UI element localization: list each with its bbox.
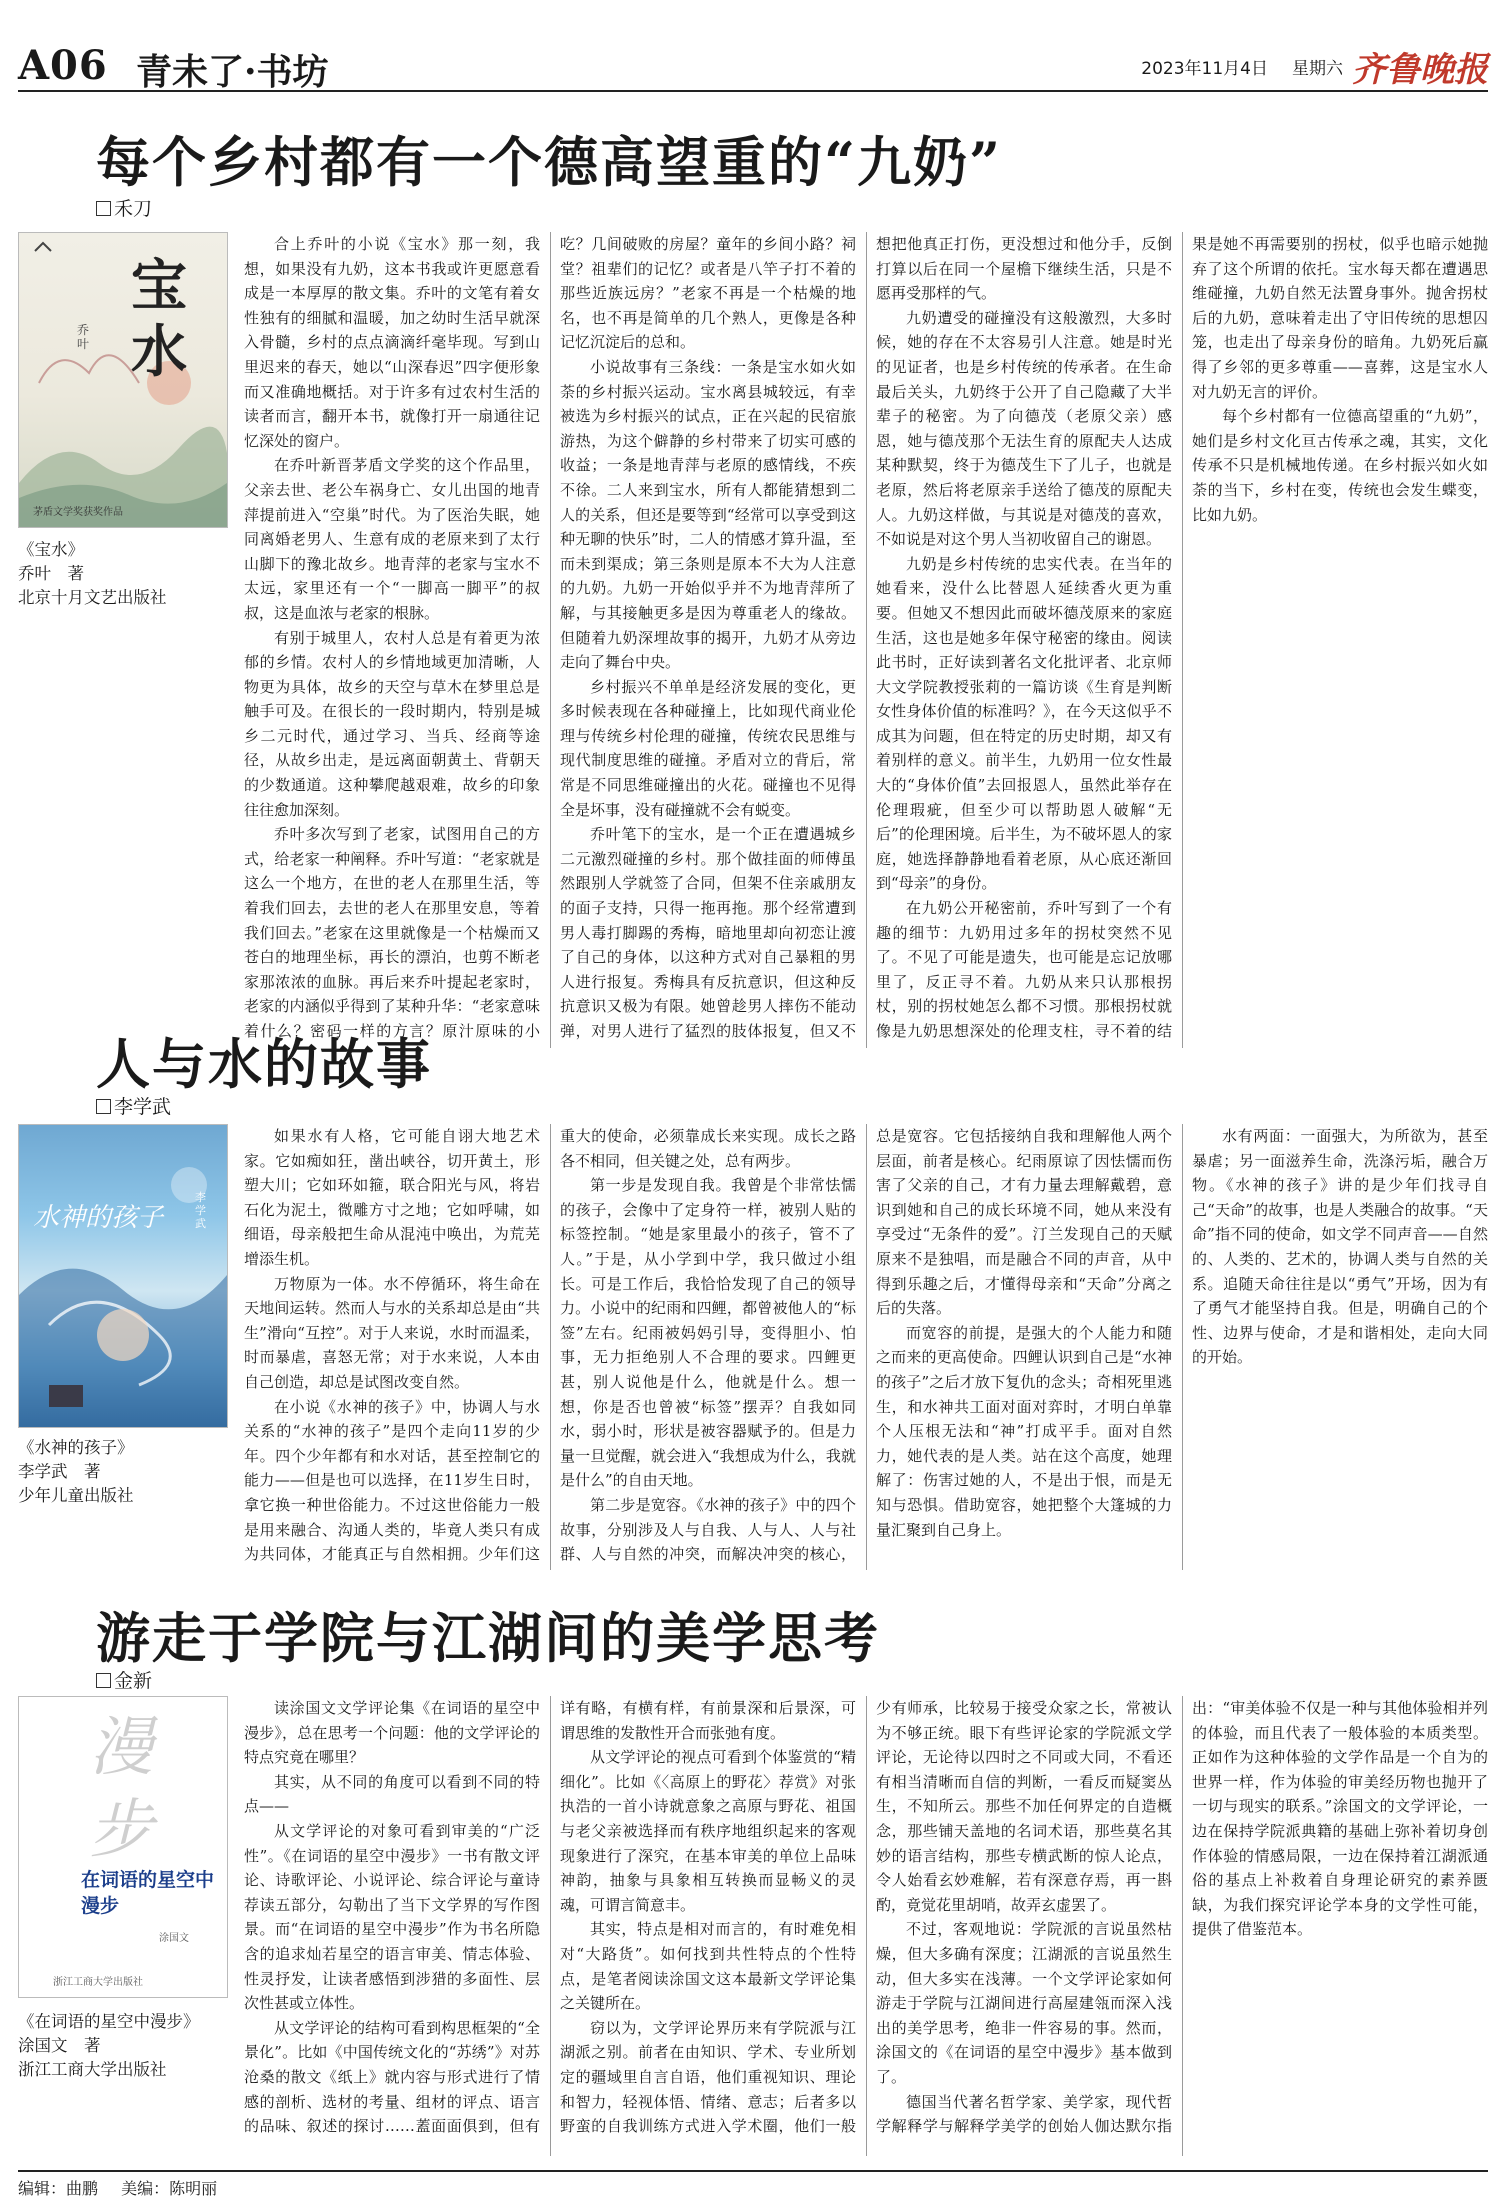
cover-author: 李学武 (195, 1191, 206, 1230)
article-title: 每个乡村都有一个德高望重的“九奶” (96, 130, 1003, 194)
paragraph: 小说故事有三条线：一条是宝水如火如荼的乡村振兴运动。宝水离县城较远，有幸被选为乡村振兴的试点，正在兴起的民宿旅游热，为这个僻静的乡村带来了切实可感的收益；一条是地青萍与老原的感情线，不疾不徐。二人来到宝水，所有人都能猜想到二人的关系，但还是要等到“经常可以享受到这种无聊的快乐”时，二人的情感才算升温，至而未到渠成；第三条则是原本不大为人注意的九奶。九奶一开始似乎并不为地青萍所了解，与其接触更多是因为尊重老人的缘故。但随着九奶深埋故事的揭开，九奶才从旁边走向了舞台中央。 (560, 357, 856, 672)
issue-weekday: 星期六 (1292, 59, 1343, 79)
book-cover-image (18, 232, 228, 528)
paragraph: 不过，客观地说：学院派的言说虽然枯燥，但大多确有深度；江湖派的言说虽然生动，但大多实在浅薄。一个文学评论家如何游走于学院与江湖间进行高屋建瓴而深入浅出的美学思考，绝非一件容易的事。然而，涂国文的《在词语的星空中漫步》基本做到了。 (876, 1920, 1172, 2086)
book-author: 乔叶 著 (18, 564, 84, 583)
byline-box-icon (96, 201, 111, 216)
article-body (244, 232, 1488, 1048)
paragraph: 从文学评论的结构可看到构思框架的“全景化”。比如《中国传统文化的“苏绣”》对苏沧桑的散文《纸上》就内容与形式进行了情感的剖析、选材的考量、组材的评点、语言的品味、叙述的探讨……蓋面面俱到，但有详有略，有横有样，有前景深和后景深，可谓思维的发散性开合而张弛有度。 (244, 1699, 856, 2136)
byline-box-icon (96, 1673, 111, 1688)
cover-author: 乔叶 (77, 323, 90, 351)
cover-art (19, 1125, 227, 1427)
book-publisher: 北京十月文艺出版社 (18, 588, 167, 607)
issue-date: 2023年11月4日 (1141, 59, 1268, 79)
article-body (244, 1124, 1488, 1570)
article-author: 李学武 (96, 1092, 171, 1119)
book-cover-image (18, 1696, 228, 1998)
paragraph: 读涂国文文学评论集《在词语的星空中漫步》，总在思考一个问题：他的文学评论的特点究竟在哪里？ (244, 1699, 540, 1767)
cover-title: 宝水 (131, 253, 187, 385)
page-footer (18, 2170, 1488, 2202)
paragraph: 乔叶多次写到了老家，试图用自己的方式，给老家一种阐释。乔叶写道：“老家就是这么一个地方，在世的老人在那里生活，等着我们回去，去世的老人在那里安息，等着我们回去。”老家在这里就像是一个枯燥而又苍白的地理坐标，再长的漂泊，也剪不断老家那浓浓的血脉。再后来乔叶提起老家时，老家的内涵似乎得到了某种升华：“老家意味着什么？密码一样的方言？原汁原味的小吃？几间破败的房屋？童年的乡间小路？祠堂？祖辈们的记忆？或者是八竿子打不着的那些近族远房？”老家不再是一个枯燥的地名，也不再是简单的几个熟人，更像是各种记忆沉淀后的总和。 (244, 235, 856, 1040)
paragraph: 水有两面：一面强大，为所欲为，甚至暴虐；另一面滋养生命，洗涤污垢，融合万物。《水神的孩子》讲的是少年们找寻自己“天命”的故事，也是人类融合的故事。“天命”指不同的使命，如文学不同声音——自然的、人类的、艺术的，协调人类与自然的关系。追随天命往往是以“勇气”开场，因为有了勇气才能坚持自我。但是，明确自己的个性、边界与使命，才是和谐相处，走向大同的开始。 (1192, 1127, 1488, 1367)
book-publisher: 少年儿童出版社 (18, 1486, 134, 1505)
byline-box-icon (96, 1099, 111, 1114)
paragraph: 九奶遭受的碰撞没有这般激烈，大多时候，她的存在不太容易引人注意。她是时光的见证者，也是乡村传统的传承者。在生命最后关头，九奶终于公开了自己隐藏了大半辈子的秘密。为了向德茂（老原父亲）感恩，她与德茂那个无法生育的原配夫人达成某种默契，终于为德茂生下了儿子，也就是老原，然后将老原亲手送给了德茂的原配夫人。九奶这样做，与其说是对德茂的喜欢，不如说是对这个男人当初收留自己的谢恩。 (876, 308, 1172, 549)
paragraph: 其实，特点是相对而言的，有时难免相对“大路货”。如何找到共性特点的个性特点，是笔者阅读涂国文这本最新文学评论集之关键所在。 (560, 1920, 856, 2013)
paragraph: 每个乡村都有一位德高望重的“九奶”，她们是乡村文化亘古传承之魂，其实，文化传承不只是机械地传递。在乡村振兴如火如荼的当下，乡村在变，传统也会发生蝶变，比如九奶。 (1192, 407, 1488, 524)
designer-credit: 美编：陈明丽 (121, 2179, 218, 2198)
paragraph: 窃以为，文学评论界历来有学院派与江湖派之别。前者在由知识、学术、专业所划定的疆域里自言自语，他们重视知识、理论和智力，轻视体悟、情绪、意志；后者多以野蛮的自我训练方式进入学术圈，他们一般少有师承，比较易于接受众家之长，常被认为不够正统。眼下有些评论家的学院派文学评论，无论待以四时之不同或大同，不看还有相当清晰而自信的判断，一看反而疑窦丛生，不知所云。那些不加任何界定的自造概念，那些铺天盖地的名词术语，那些莫名其妙的语言结构，那些专横武断的惊人论点，令人始看玄妙难解，若有深意存焉，再一斟酌，竟觉花里胡哨，故弄玄虚罢了。 (560, 1699, 1172, 2136)
editor-credit: 编辑：曲鹏 (18, 2179, 99, 2198)
book-caption (18, 1436, 228, 1508)
cover-author: 涂国文 (159, 1933, 189, 1944)
cover-title: 水神的孩子 (33, 1203, 164, 1233)
book-caption (18, 538, 228, 610)
paragraph: 在小说《水神的孩子》中，协调人与水关系的“水神的孩子”是四个走向11岁的少年。四个少年都有和水对话，甚至控制它的能力——但是也可以选择，在11岁生日时，拿它换一种世俗能力。不过这世俗能力一般是用来融合、沟通人类的，毕竟人类只有成为共同体，才能真正与自然相拥。少年们这重大的使命，必须靠成长来实现。成长之路各不相同，但关键之处，总有两步。 (244, 1127, 856, 1564)
paragraph: 第二步是宽容。《水神的孩子》中的四个故事，分别涉及人与自我、人与人、人与社群、人与自然的冲突，而解决冲突的核心，总是宽容。它包括接纳自我和理解他人两个层面，前者是核心。纪雨原谅了因怯懦而伤害了父亲的自己，才有力量去理解戴碧，意识到她和自己的成长环境不同，她从来没有享受过“无条件的爱”。汀兰发现自己的天赋原来不是独唱，而是融合不同的声音，从中得到乐趣之后，才懂得母亲和“天命”分离之后的失落。 (560, 1127, 1172, 1564)
article-manbu (18, 1596, 1488, 2166)
article-baoshui (18, 120, 1488, 1055)
cover-tagline: 茅盾文学奖获奖作品 (33, 507, 123, 518)
book-publisher: 浙江工商大学出版社 (18, 2060, 167, 2079)
newspaper-logo: 齐鲁晚报 (1352, 50, 1488, 90)
cover-art (19, 233, 227, 527)
book-author: 李学武 著 (18, 1462, 101, 1481)
book-title: 《在词语的星空中漫步》 (18, 2012, 200, 2031)
paragraph: 其实，从不同的角度可以看到不同的特点—— (244, 1772, 540, 1816)
paragraph: 德国当代著名哲学家、美学家，现代哲学解释学与解释学美学的创始人伽达默尔指出：“审美体验不仅是一种与其他体验相并列的体验，而且代表了一般体验的本质类型。正如作为这种体验的文学作品是一个自为的世界一样，作为体验的审美经历物也抛开了一切与现实的联系。”涂国文的文学评论，一边在保持学院派典籍的基础上弥补着切身创作体验的情感局限，一边在保持着江湖派通俗的基点上补救着自身理论研究的素养匮缺，为我们探究评论学本身的文学性可能，提供了借鉴范本。 (876, 1699, 1488, 2136)
paragraph: 如果水有人格，它可能自诩大地艺术家。它如痴如狂，凿出峡谷，切开黄土，形塑大川；它如环如箍，联合阳光与风，将岩石化为泥土，微雕方寸之地；它如呼啸，如细语，母亲般把生命从混沌中唤出，为荒芜增添生机。 (244, 1127, 540, 1268)
article-shuishen (18, 1022, 1488, 1582)
paragraph: 乡村振兴不单单是经济发展的变化，更多时候表现在各种碰撞上，比如现代商业伦理与传统乡村伦理的碰撞，传统农民思维与现代制度思维的碰撞。矛盾对立的背后，常常是不同思维碰撞出的火花。碰撞也不见得全是坏事，没有碰撞就不会有蜕变。 (560, 677, 856, 819)
cover-publisher: 浙江工商大学出版社 (53, 1977, 143, 1988)
paragraph: 第一步是发现自我。我曾是个非常怯懦的孩子，会像中了定身符一样，被别人贴的标签控制。“她是家里最小的孩子，管不了人。”于是，从小学到中学，我只做过小组长。可是工作后，我恰恰发现了自己的领导力。小说中的纪雨和四鲤，都曾被他人的“标签”左右。纪雨被妈妈引导，变得胆小、怕事，无力拒绝别人不合理的要求。四鲤更甚，别人说他是什么，他就是什么。想一想，你是否也曾被“标签”摆弄？自我如同水，弱小时，形状是被容器赋予的。但是力量一旦觉醒，就会进入“我想成为什么，我就是什么”的自由天地。 (560, 1176, 856, 1490)
paragraph: 乔叶笔下的宝水，是一个正在遭遇城乡二元激烈碰撞的乡村。那个做挂面的师傅虽然跟别人学就签了合同，但架不住亲戚朋友的面子支持，只得一拖再拖。那个经常遭到男人毒打脚踢的秀梅，暗地里却向初恋让渡了自己的身体，以这种方式对自己暴粗的男人进行报复。秀梅具有反抗意识，但这种反抗意识又极为有限。她曾趁男人摔伤不能动弹，对男人进行了猛烈的肢体报复，但又不想把他真正打伤，更没想过和他分手，反倒打算以后在同一个屋檐下继续生活，只是不愿再受那样的气。 (560, 235, 1172, 1040)
article-body (244, 1696, 1488, 2156)
paragraph: 合上乔叶的小说《宝水》那一刻，我想，如果没有九奶，这本书我或许更愿意看成是一本厚厚的散文集。乔叶的文笔有着女性独有的细腻和温暖，加之幼时生活早就深入骨髓，乡村的点点滴滴纤毫毕现。写到山里迟来的春天，她以“山深春迟”四字便形象而又准确地概括。对于许多有过农村生活的读者而言，翻开本书，就像打开一扇通往记忆深处的窗户。 (244, 235, 540, 450)
page-header (18, 38, 1488, 92)
paragraph: 万物原为一体。水不停循环，将生命在天地间运转。然而人与水的关系却总是由“共生”滑向“互控”。对于人来说，水时而温柔，时而暴虐，喜怒无常；对于水来说，人本由自己创造，却总是试图改变自然。 (244, 1274, 540, 1391)
page-number: A06 (18, 42, 108, 89)
paragraph: 从文学评论的视点可看到个体鉴赏的“精细化”。比如《〈高原上的野花〉荐赏》对张执浩的一首小诗就意象之高原与野花、祖国与老父亲被选择而有秩序地组织起来的客观现象进行了深究，在基本审美的单位上品味神韵，抽象与具象相互转换而显畅义的灵魂，可谓言简意丰。 (560, 1748, 856, 1914)
book-title: 《宝水》 (18, 540, 84, 559)
article-author: 禾刀 (96, 194, 152, 221)
article-title: 游走于学院与江湖间的美学思考 (96, 1606, 880, 1670)
section-title: 青未了·书坊 (136, 51, 329, 93)
book-cover-image (18, 1124, 228, 1428)
cover-title: 在词语的星空中漫步 (81, 1869, 215, 1917)
book-caption (18, 2010, 228, 2082)
paragraph: 而宽容的前提，是强大的个人能力和随之而来的更高使命。四鲤认识到自己是“水神的孩子”之后才放下复仇的念头；奇相死里逃生，和水神共工面对面对弈时，才明白单靠个人压根无法和“神”打成平手。面对自然力，她代表的是人类。站在这个高度，她理解了：伤害过她的人，不是出于恨，而是无知与恐惧。借助宽容，她把整个大篷城的力量汇聚到自己身上。 (876, 1323, 1172, 1539)
paragraph: 有别于城里人，农村人总是有着更为浓郁的乡情。农村人的乡情地域更加清晰，人物更为具体，故乡的天空与草木在梦里总是触手可及。在很长的一段时期内，特别是城乡二元时代，通过学习、当兵、经商等途径，从故乡出走，是远离面朝黄土、背朝天的少数通道。这种攀爬越艰难，故乡的印象往往愈加深刻。 (244, 628, 540, 819)
paragraph: 从文学评论的对象可看到审美的“广泛性”。《在词语的星空中漫步》一书有散文评论、诗歌评论、小说评论、综合评论与童诗荐读五部分，勾勒出了当下文学界的写作图景。而“在词语的星空中漫步”作为书名所隐含的追求灿若星空的语言审美、情志体验、性灵抒发，让读者感悟到涉猎的多面性、层次性甚或立体性。 (244, 1821, 540, 2013)
paragraph: 在九奶公开秘密前，乔叶写到了一个有趣的细节：九奶用过多年的拐杖突然不见了。不见了可能是遗失，也可能是忘记放哪里了，反正寻不着。九奶从来只认那根拐杖，别的拐杖她怎么都不习惯。那根拐杖就像是九奶思想深处的伦理支柱，寻不着的结果是她不再需要别的拐杖，似乎也暗示她抛弃了这个所谓的依托。宝水每天都在遭遇思维碰撞，九奶自然无法置身事外。抛舍拐杖后的九奶，意味着走出了守旧传统的思想囚笼，也走出了母亲身份的暗角。九奶死后赢得了乡邻的更多尊重——喜葬，这是宝水人对九奶无言的评价。 (876, 235, 1488, 1040)
paragraph: 九奶是乡村传统的忠实代表。在当年的她看来，没什么比替恩人延续香火更为重要。但她又不想因此而破坏德茂原来的家庭生活，这也是她多年保守秘密的缘由。阅读此书时，正好读到著名文化批评者、北京师大文学院教授张莉的一篇访谈《生育是判断女性身体价值的标准吗？》，在今天这似乎不成其为问题，但在特定的历史时期，却又有着别样的意义。前半生，九奶用一位女性最大的“身体价值”去回报恩人，虽然此举存在伦理瑕疵，但至少可以帮助恩人破解“无后”的伦理困境。后半生，为不破坏恩人的家庭，她选择静静地看着老原，从心底还渐回到“母亲”的身份。 (876, 554, 1172, 893)
book-title: 《水神的孩子》 (18, 1438, 134, 1457)
article-title: 人与水的故事 (96, 1032, 432, 1096)
cover-title-calligraphy: 漫步 (89, 1711, 153, 1867)
book-author: 涂国文 著 (18, 2036, 101, 2055)
article-author: 金新 (96, 1666, 152, 1693)
paragraph: 在乔叶新晋茅盾文学奖的这个作品里，父亲去世、老公车祸身亡、女儿出国的地青萍提前进入“空巢”时代。为了医治失眠，她同离婚老男人、生意有成的老原来到了太行山脚下的豫北故乡。地青萍的老家与宝水不太远，家里还有一个“一脚高一脚平”的叔叔，这是血浓与老家的根脉。 (244, 456, 540, 622)
